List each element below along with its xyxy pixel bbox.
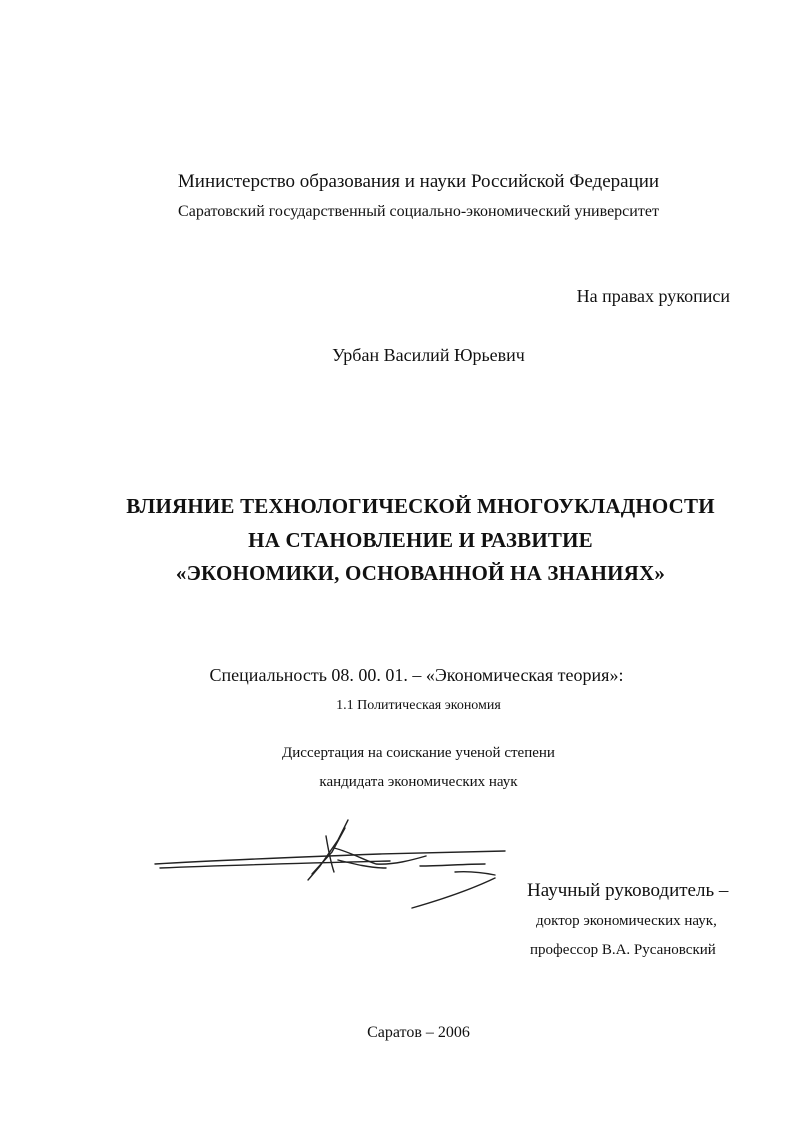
dissertation-purpose: Диссертация на соискание ученой степени: [282, 745, 555, 761]
supervisor-name: профессор В.А. Русановский: [530, 942, 716, 958]
subspecialty: 1.1 Политическая экономия: [336, 698, 501, 713]
author-name: Урбан Василий Юрьевич: [332, 345, 525, 365]
university-name: Саратовский государственный социально-экономический университет: [178, 203, 659, 220]
supervisor-degree: доктор экономических наук,: [536, 913, 717, 929]
dissertation-title-line-2: НА СТАНОВЛЕНИЕ И РАЗВИТИЕ: [248, 528, 593, 552]
handwritten-signature-icon: [150, 808, 530, 918]
degree-sought: кандидата экономических наук: [319, 774, 518, 790]
supervisor-label: Научный руководитель –: [527, 880, 729, 901]
dissertation-title-line-3: «ЭКОНОМИКИ, ОСНОВАННОЙ НА ЗНАНИЯХ»: [175, 561, 666, 585]
ministry-name: Министерство образования и науки Российской Федерации: [177, 171, 660, 192]
dissertation-title-line-1: ВЛИЯНИЕ ТЕХНОЛОГИЧЕСКОЙ МНОГОУКЛАДНОСТИ: [126, 494, 715, 518]
specialty-code: Специальность 08. 00. 01. – «Экономическая теория»:: [209, 665, 624, 685]
manuscript-note: На правах рукописи: [576, 286, 730, 306]
city-and-year: Саратов – 2006: [367, 1024, 470, 1041]
